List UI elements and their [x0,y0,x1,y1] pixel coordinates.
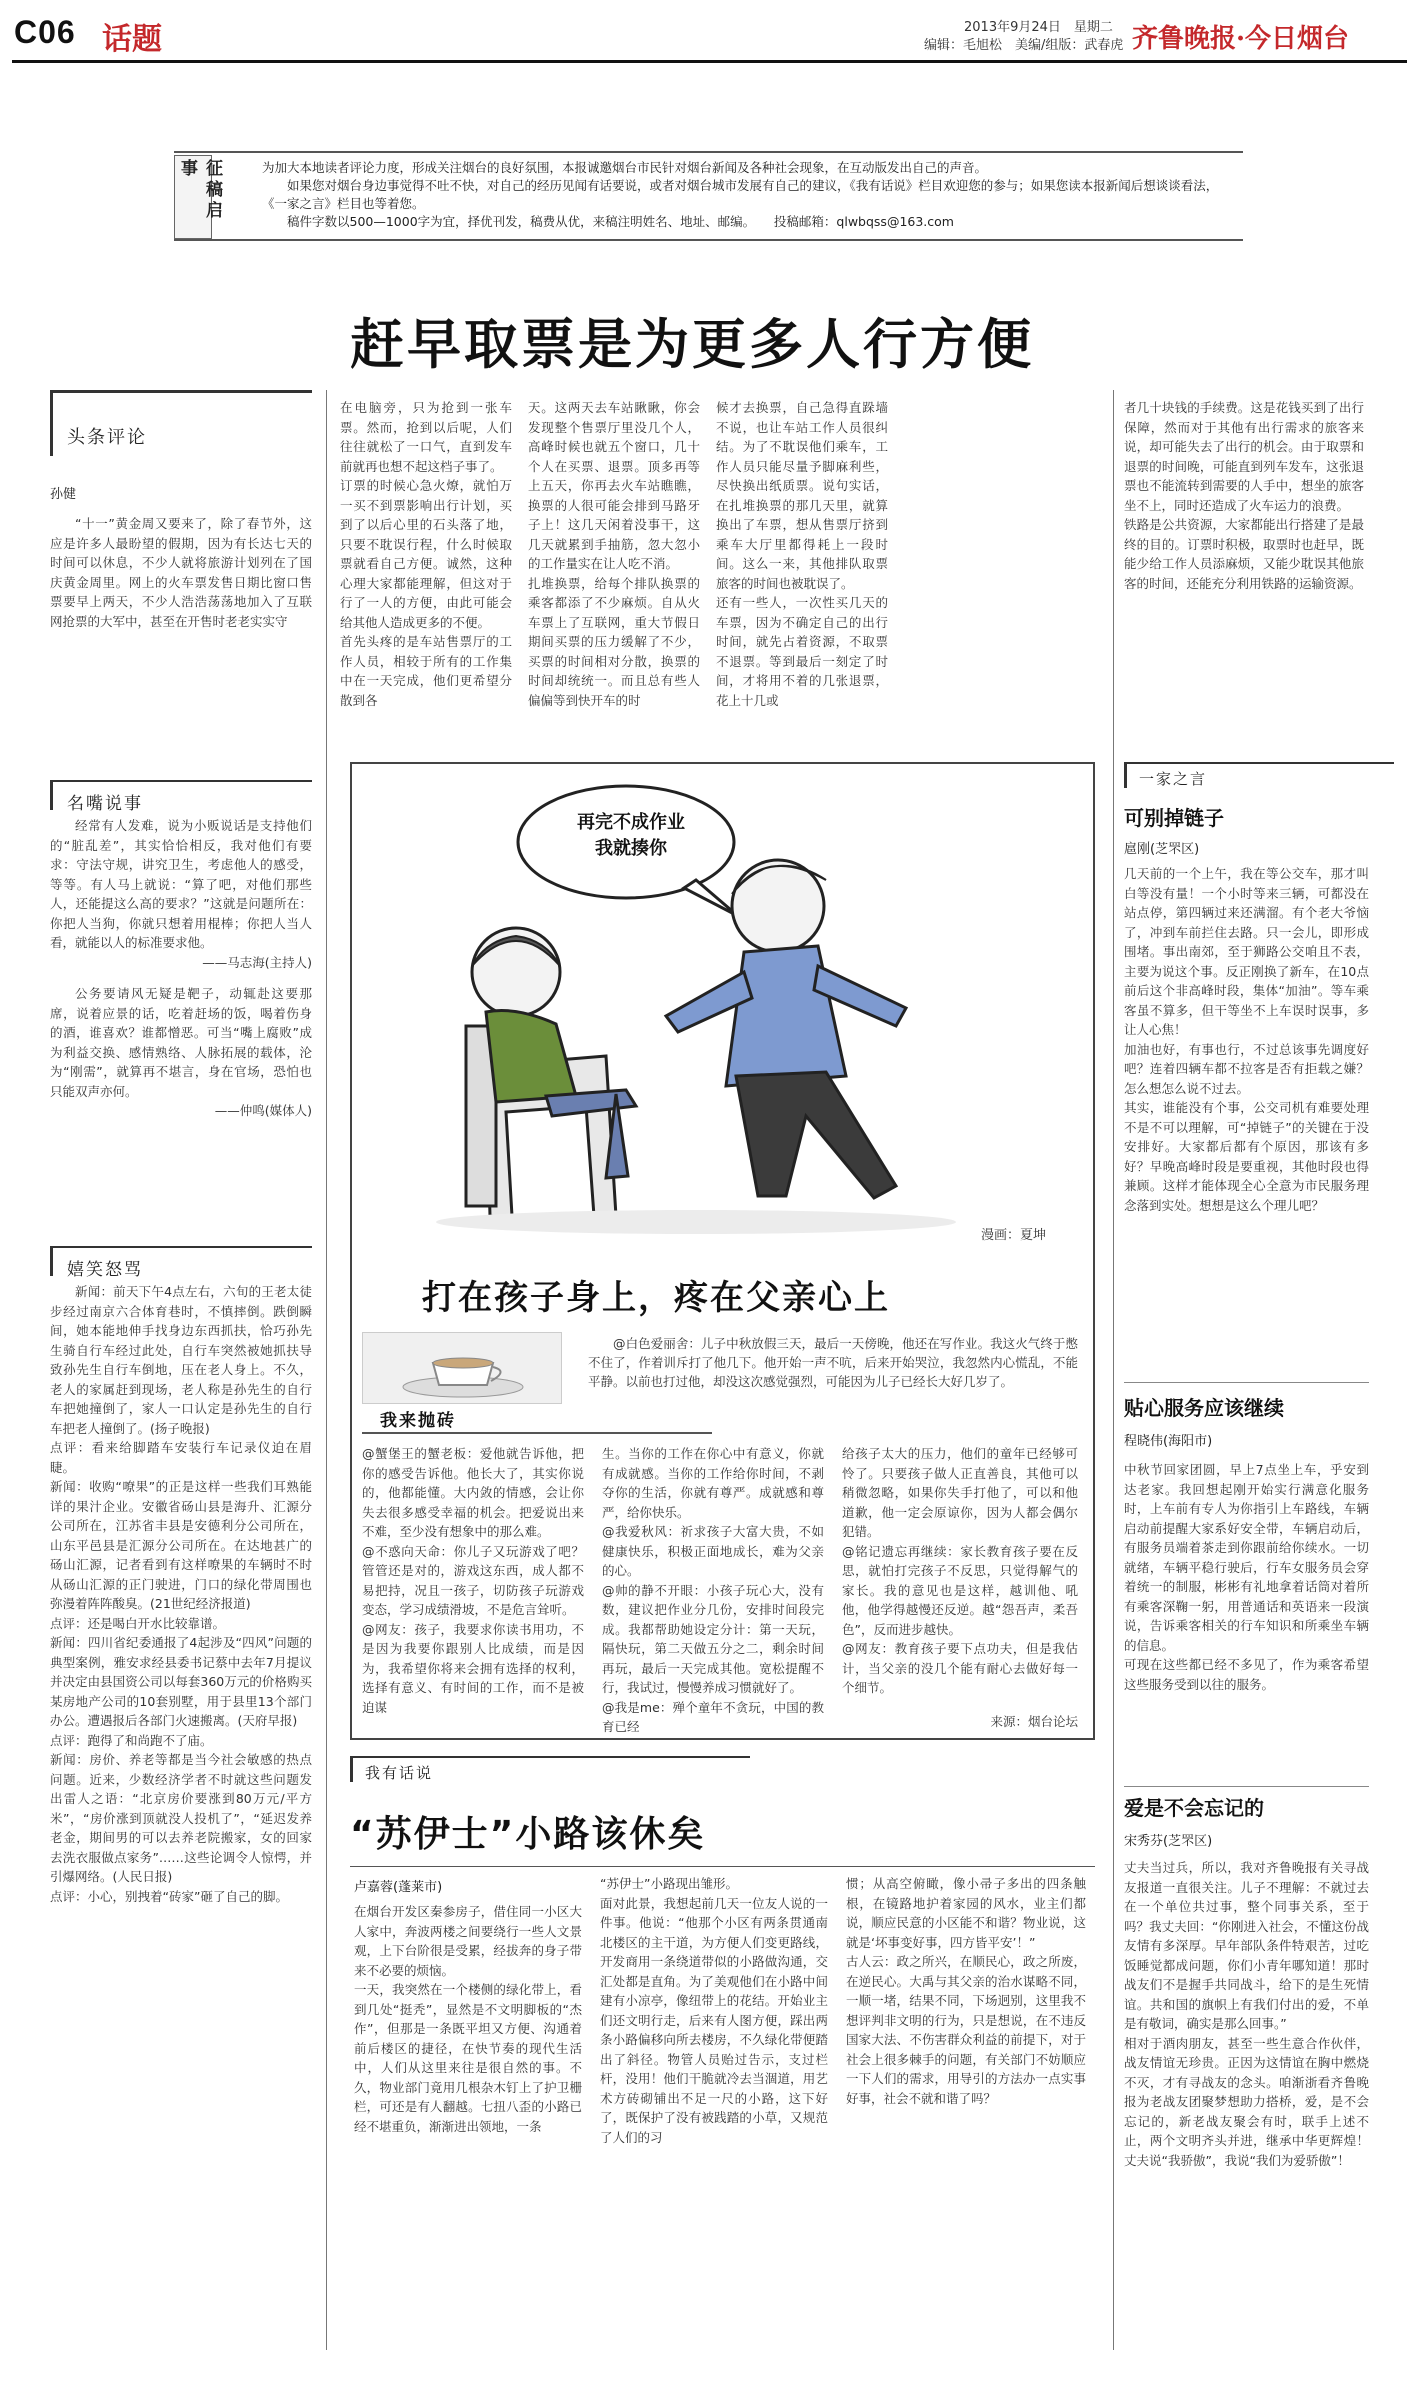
lead-column-header [50,390,312,456]
notice-label-box [174,155,222,239]
wyhs-col-3: 惯；从高空俯瞰，像小帚子多出的四条触根，在镜路地护着家园的风水，业主们都说，顺应民意的小区能不和谐？物业说，这就是‘坏事变好事，四方皆平安’！” 古人云：政之所兴，在顺民心，政之所废，在逆民心。大禹与其父亲的治水谋略不同，一顺一堵，结果不同，下场迥别，这里我不想评判非文明的行为，只是想说，在不违反国家大法、不伤害群众利益的前提下，对于社会上很多棘手的问题，有关部门不妨顺应一下人们的需求，用导引的方法办一点实事好事，社会不就和谐了吗？ [846,1876,1086,2106]
wyhs-label: 我有话说 [365,1764,434,1782]
mingzui-para-1: 经常有人发难，说为小贩说话是支持他们的“脏乱差”，其实恰恰相反，我对他们有要求：守法守规，讲究卫生，考虑他人的感受，等等。有人马上就说：“算了吧，对他们那些人，还能提这么高的要求？”这就是问题所在：你把人当狗，你就只想着用棍棒；你把人当人看，就能以人的标准要求他。 [50,818,312,950]
article-1-text: 几天前的一个上午，我在等公交车，那才叫白等没有量！一个小时等来三辆，可都没在站点停，第四辆过来还满溜。有个老大爷恼了，冲到车前拦住去路。只一会儿，即形成围堵。事出南郊，至于狮路公交咱且不表，主要为说这个事。反正刚换了新车，在10点前后这个非高峰时段，集体“加油”。等车乘客虽不算多，但干等坐不上车误时误事，多让人心焦！ 加油也好，有事也行，不过总该事先调度好吧？连着四辆车都不拉客是否有拒载之嫌？怎么想怎么说不过去。 其实，谁能没有个事，公交司机有难要处理不是不可以理解，可“掉链子”的关键在于没安排好。大家都后都有个原因，那该有多好？早晚高峰时段是要重视，其他时段也得兼顾。这样才能体现全心全意为市民服务理念落到实处。想想是这么个理儿吧？ [1124,866,1369,1213]
cartoon-bubble-text: 再完不成作业 我就揍你 [577,812,685,859]
lead-col-3: 天。这两天去车站瞅瞅，你会发现整个售票厅里没几个人，高峰时候也就五个窗口，几十个人在买票、退票。顶多再等上五天，你再去火车站瞧瞧，换票的人很可能会排到马路牙子上！这几天闲着没事干，这几天就累到手抽筋，忽大忽小的工作量实在让人吃不消。 扎堆换票，给每个排队换票的乘客都添了不少麻烦。自从火车票上了互联网，重大节假日期间买票的压力缓解了不少，买票的时间相对分散，换票的时间却统统一。而且总有些人偏偏等到快开车的时 [528,400,700,708]
wyhs-author: 卢嘉蓉(蓬莱市) [354,1880,443,1895]
column-rule-left [326,390,327,2350]
article-2-author: 程晓伟(海阳市) [1124,1434,1213,1449]
feature-intro: @白色爱丽舍：儿子中秋放假三天，最后一天傍晚，他还在写作业。我这火气终于憋不住了，作着训斥打了他几下。他开始一声不吭，后来开始哭泣，我忽然内心慌乱，不能平静。以前也打过他，却没这次感觉强烈，可能因为儿子已经长大好几岁了。 [588,1336,1078,1389]
article-3-title: 爱是不会忘记的 [1124,1796,1264,1820]
masthead-rule [12,60,1407,63]
notice-label: 征稿启事 [177,159,222,222]
mingzui-para-2: 公务要请风无疑是靶子，动辄赴这要那席，说着应景的话，吃着赶场的饭，喝着伤身的酒，谁喜欢？谁都憎恶。可当“嘴上腐败”成为利益交换、感情熟络、人脉拓展的载体，沦为“刚需”，就算再不堪言，身在官场，恐怕也只能双声亦何。 [50,986,312,1099]
feature-label: 我来抛砖 [380,1411,456,1431]
mingzui-title: 名嘴说事 [67,794,143,814]
notice-line-3: 稿件字数以500—1000字为宜，择优刊发，稿费从优，来稿注明姓名、地址、邮编。 投稿邮箱：qlwbqss@163.com [287,214,954,229]
editor-credits: 编辑：毛旭松 美编/组版：武春虎 [924,38,1124,53]
teacup-image [362,1332,562,1404]
notice-line-2: 如果您对烟台身边事觉得不吐不快，对自己的经历见闻有话要说，或者对烟台城市发展有自己的建议，《我有话说》栏目欢迎您的参与；如果您读本报新闻后想谈谈看法，《一家之言》栏目也等着您。 [262,178,1219,211]
wyhs-rule [350,1866,1095,1867]
article-1-author: 扈刚(芝罘区) [1124,842,1200,857]
feature-source: 来源：烟台论坛 [990,1714,1078,1729]
mingzui-sign-1: ——马志海(主持人) [202,954,312,970]
lead-col-2: 在电脑旁，只为抢到一张车票。然而，抢到以后呢，人们往往就松了一口气，直到发车前就再也想不起这档子事了。 订票的时候心急火燎，就怕万一买不到票影响出行计划，买到了以后心里的石头落了地，只要不耽误行程，什么时候取票就看自己方便。诚然，这种心理大家都能理解，但这对于行了一人的方便，由此可能会给其他人造成更多的不便。 首先头疼的是车站售票厅的工作人员，相较于所有的工作集中在一天完成，他们更希望分散到各 [340,400,512,708]
xiaoxiao-title: 嬉笑怒骂 [67,1260,143,1280]
masthead [0,0,1417,62]
column-header [1124,762,1394,788]
wyhs-col-2: “苏伊士”小路现出雏形。 面对此景，我想起前几天一位友人说的一件事。他说：“他那个小区有两条贯通南北楼区的主干道，为方便人们变更路线，开发商用一条绕道带似的小路做沟通，交汇处都是直角。为了美观他们在小路中间建有小凉亭，像纽带上的花结。开始业主们还文明行走，后来有人图方便，踩出两条小路偏移向所去楼房，不久绿化带便踏出了斜径。物管人员贻过告示，支过栏杆，没用！他们干脆就冷去当涸道，用艺术方砖砌铺出不足一尺的小路，这下好了，既保护了没有被践踏的小草，又规范了人们的习 [600,1876,828,2145]
feature-box [350,762,1095,1740]
article-2-rule [1124,1786,1369,1787]
column-rule-right [1113,390,1114,2350]
issue-date: 2013年9月24日 星期二 [964,20,1113,35]
wyhs-header [350,1756,750,1782]
lead-author: 孙健 [50,487,77,502]
feature-col-3: 给孩子太大的压力，他们的童年已经够可怜了。只要孩子做人正直善良，其他可以稍微忽略，如果你失手打他了，可以和他道歉，他一定会原谅你，因为人都会偶尔犯错。 @铭记遗忘再继续：家长教育孩子要在反思，就怕打完孩子不反思，只觉得解气的家长。我的意见也是这样，越训他、吼他，他学得越慢还反逆。越“怨吾声，柔吾色”，反而进步越快。 @网友：教育孩子要下点功夫，但是我估计，当父亲的没几个能有耐心去做好每一个细节。 [842,1446,1078,1695]
xiaoxiao-text: 新闻：前天下午4点左右，六旬的王老太徒步经过南京六合体育巷时，不慎摔倒。跌倒瞬间，她本能地伸手找身边东西抓扶，恰巧孙先生骑自行车经过此处，自行车突然被她抓扶导致孙先生自行车倒地，压在老人身上。不久，老人的家属赶到现场，老人称是孙先生的自行车把她撞倒了，家人一口认定是孙先生的自行车把老人撞倒了。(扬子晚报) 点评：看来给脚踏车安装行车记录仪迫在眉睫。 新闻：收购“嘹果”的正是这样一些我们耳熟能详的果汁企业。安徽省砀山县是海升、汇源分公司所在，江苏省丰县是安德利分公司所在，山东平邑县是汇源分公司所在。在达地甚广的砀山汇源，记者看到有这样嘹果的车辆时不时从砀山汇源的正门驶进，门口的绿化带周围也弥漫着阵阵酸臭。(21世纪经济报道) 点评：还是喝白开水比较靠谱。 新闻：四川省纪委通报了4起涉及“四风”问题的典型案例，雅安求经县委书记蔡中去年7月提议并决定由县国资公司以每套360万元的价格购买某房地产公司的10套别墅，用于县里13个部门办公。遭遇报后各部门火速搬离。(天府早报) 点评：跑得了和尚跑不了庙。 新闻：房价、养老等都是当今社会敏感的热点问题。近来，少数经济学者不时就这些问题发出雷人之语：“北京房价要涨到80万元/平方米”，“房价涨到顶就没人投机了”，“延迟发养老金，期间男的可以去养老院搬家，女的回家去洗衣服做点家务”……这些论调令人惊愕，并引爆网络。(人民日报) 点评：小心，别拽着“砖家”砸了自己的脚。 [50,1284,312,1904]
article-1-title: 可别掉链子 [1124,806,1224,830]
lead-col-1: “十一”黄金周又要来了，除了春节外，这应是许多人最盼望的假期，因为有长达七天的时间可以休息，不少人就将旅游计划列在了国庆黄金周里。网上的火车票发售日期比窗口售票要早上两天，不少人浩浩荡荡地加入了互联网抢票的大军中，甚至在开售时老老实实守 [50,516,312,629]
column-title: 一家之言 [1139,770,1208,788]
feature-col-1: @蟹堡王的蟹老板：爱他就告诉他，把你的感受告诉他。他长大了，其实你说的，他都能懂。大内敛的情感，会让你失去很多感受幸福的机会。把爱说出来不难，至少没有想象中的那么难。 @不惑向天命：你儿子又玩游戏了吧？管管还是对的，游戏这东西，成人都不易把持，况且一孩子，切防孩子玩游戏变态，学习成绩滑坡，不是危言耸听。 @网友：孩子，我要求你读书用功，不是因为我要你跟别人比成绩，而是因为，我希望你将来会拥有选择的权利，选择有意义、有时间的工作，而不是被迫谋 [362,1446,584,1715]
feature-headline: 打在孩子身上，疼在父亲心上 [422,1278,890,1318]
cartoon-drawing [366,776,1080,1254]
cartoon-credit: 漫画：夏坤 [981,1228,1047,1243]
mingzui-sign-2: ——仲鸣(媒体人) [214,1103,312,1118]
wyhs-headline: “苏伊士”小路该休矣 [350,1814,706,1855]
feature-label-rule [362,1432,712,1434]
mingzui-header [50,780,312,814]
feature-col-2: 生。当你的工作在你心中有意义，你就有成就感。当你的工作给你时间，不剥夺你的生活，你就有尊严。成就感和尊严，给你快乐。 @我爱秋风：祈求孩子大富大贵，不如健康快乐，积极正面地成长，难为父亲的心。 @帅的静不开眼：小孩子玩心大，没有数，建议把作业分几份，安排时间段完成。我都帮助她设定分计：第一天玩，隔快玩，第二天做五分之二，剩余时间再玩，最后一天完成其他。宽松提醒不行，我试过，慢慢养成习惯就好了。 @我是me：殚个童年不贪玩，中国的教育已经 [602,1446,824,1734]
xiaoxiao-header [50,1246,312,1280]
article-2-text: 中秋节回家团圆，早上7点坐上车，乎安到达老家。我回想起刚开始实行满意化服务时，上车前有专人为你指引上车路线，车辆启动前提醒大家系好安全带，车辆启动后，有服务员端着茶走到你跟前给你续水。一切就绪，车辆平稳行驶后，行车女服务员会穿着统一的制服，彬彬有礼地拿着话筒对着所有乘客深鞠一躬，用普通话和英语来一段演说，告诉乘客相关的行车知识和所乘坐车辆的信息。 可现在这些都已经不多见了，作为乘客希望这些服务受到以往的服务。 [1124,1462,1369,1692]
article-2-title: 贴心服务应该继续 [1124,1396,1284,1420]
article-1-rule [1124,1382,1369,1383]
brand-logo: 齐鲁晚报·今日烟台 [1132,24,1350,54]
lead-column-title: 头条评论 [67,427,147,448]
lead-col-4: 候才去换票，自己急得直跺墙不说，也让车站工作人员很纠结。为了不耽误他们乘车，工作人员只能尽量予脚麻利些，尽快换出纸质票。说句实话，在扎堆换票的那几天里，就算换出了车票，想从售票厅挤到乘车大厅里都得耗上一段时间。这么一来，其他排队取票旅客的时间也被耽误了。 还有一些人，一次性买几天的车票，因为不确定自己的出行时间，就先占着资源，不取票不退票。等到最后一刻定了时间，才将用不着的几张退票，花上十几或 [716,400,888,708]
wyhs-col-1: 在烟台开发区秦参房子，借住同一小区大人家中，奔波两楼之间要绕行一些人文景观，上下台阶很是受累，经拔奔的身子带来不必要的烦恼。 一天，我突然在一个楼侧的绿化带上，看到几处“挺秃”，显然是不文明脚板的“杰作”，但那是一条既平坦又方便、沟通着前后楼区的捷径，在快节奏的现代生活中，人们从这里来往是很自然的事。不久，物业部门竟用几根杂木钉上了护卫栅栏，可还是有人翻越。七扭八歪的小路已经不堪重负，渐渐进出领地，一条 [354,1904,582,2134]
article-3-author: 宋秀芬(芝罘区) [1124,1834,1213,1849]
notice-box [174,151,1243,241]
page-code: C06 [14,14,76,50]
section-name: 话题 [102,22,162,57]
article-3-text: 丈夫当过兵，所以，我对齐鲁晚报有关寻战友报道一直很关注。儿子不理解：不就过去在一个单位共过事，整个同事关系，至于吗？我丈夫回：“你刚进入社会，不懂这份战友情有多深厚。早年部队条件特艰苦，过吃饭睡觉都成问题，你们小青年哪知道！那时战友们不是握手共同战斗，给下的是生死情谊。共和国的旗帜上有我们付出的爱，不单是有敬词，确实是那么回事。” 相对于酒肉朋友，甚至一些生意合作伙伴，战友情谊无珍贵。正因为这情谊在胸中燃烧不灭，才有寻战友的念头。咱渐浙看齐鲁晚报为老战友团聚梦想助力搭桥，爱，是不会忘记的，新老战友聚会有时，联手上述不止，两个文明齐头并进，继承中华更辉煌！丈夫说“我骄傲”，我说“我们为爱骄傲”！ [1124,1860,1369,2168]
lead-headline: 赶早取票是为更多人行方便 [350,313,1034,376]
lead-col-5: 者几十块钱的手续费。这是花钱买到了出行保障，然而对于其他有出行需求的旅客来说，却可能失去了出行的机会。由于取票和退票的时间晚，可能直到列车发车，这张退票也不能流转到需要的人手中，想坐的旅客坐不上，同时还造成了火车运力的浪费。 铁路是公共资源，大家都能出行搭建了是最终的目的。订票时积极，取票时也赶早，既能少给工作人员添麻烦，又能少耽误其他旅客的时间，还能充分利用铁路的运输资源。 [1124,400,1364,591]
cartoon [366,776,1080,1254]
notice-line-1: 为加大本地读者评论力度，形成关注烟台的良好氛围，本报诚邀烟台市民针对烟台新闻及各种社会现象，在互动版发出自己的声音。 [262,160,988,175]
